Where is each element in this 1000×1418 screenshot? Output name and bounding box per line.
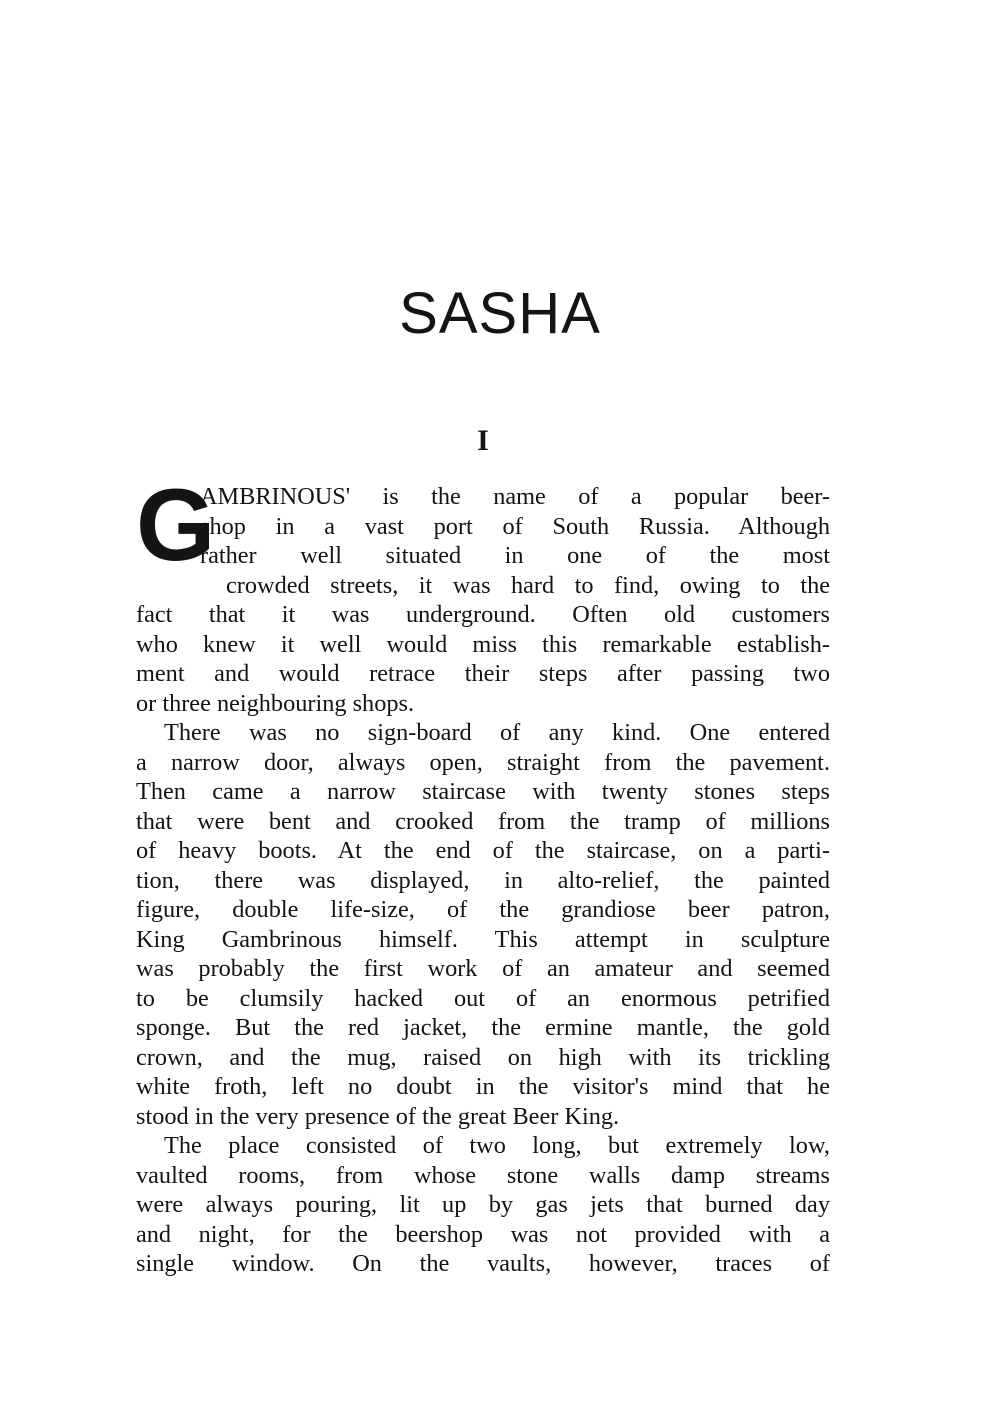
chapter-title: SASHA [399, 281, 601, 346]
paragraph-line: The place consisted of two long, but extremely low, [164, 1132, 830, 1159]
paragraph-line: that were bent and crooked from the tramp of millions [136, 807, 830, 835]
paragraph-line: figure, double life-size, of the grandiose beer patron, [136, 896, 830, 923]
section-number: I [477, 424, 489, 457]
paragraph-line: King Gambrinous himself. This attempt in sculpture [136, 925, 830, 953]
paragraph-line: or three neighbouring shops. [136, 689, 415, 717]
paragraph-line: tion, there was displayed, in alto-relief, the painted [136, 866, 830, 894]
paragraph-line: sponge. But the red jacket, the ermine mantle, the gold [136, 1014, 830, 1041]
paragraph-line: AMBRINOUS' is the name of a popular beer- [200, 483, 830, 510]
paragraph-line: single window. On the vaults, however, traces of [136, 1250, 830, 1277]
paragraph-line: a narrow door, always open, straight from the pavement. [136, 748, 830, 776]
paragraph-line: rather well situated in one of the most [200, 542, 830, 569]
paragraph-line: to be clumsily hacked out of an enormous petrified [136, 984, 830, 1012]
paragraph-line: was probably the first work of an amateur and seemed [136, 955, 830, 982]
paragraph-line: of heavy boots. At the end of the staircase, on a parti- [136, 837, 830, 864]
paragraph-line: Then came a narrow staircase with twenty stones steps [136, 778, 830, 805]
paragraph-line: white froth, left no doubt in the visitor's mind that he [136, 1073, 830, 1100]
paragraph-line: vaulted rooms, from whose stone walls damp streams [136, 1161, 830, 1189]
paragraph-line: were always pouring, lit up by gas jets that burned day [136, 1191, 830, 1218]
paragraph-line: and night, for the beershop was not provided with a [136, 1220, 830, 1248]
paragraph-line: shop in a vast port of South Russia. Although [200, 512, 830, 540]
paragraph-line: There was no sign-board of any kind. One entered [164, 719, 830, 746]
drop-cap: G [136, 468, 216, 582]
paragraph-3 [136, 1131, 830, 1279]
paragraph-2 [136, 718, 830, 1131]
paragraph-1 [136, 482, 830, 718]
paragraph-line: crown, and the mug, raised on high with its trickling [136, 1043, 830, 1071]
paragraph-line: ment and would retrace their steps after passing two [136, 660, 830, 687]
paragraph-line: fact that it was underground. Often old customers [136, 601, 830, 628]
paragraph-line: who knew it well would miss this remarkable establish- [136, 630, 830, 658]
paragraph-line: stood in the very presence of the great Beer King. [136, 1102, 620, 1130]
paragraph-line: crowded streets, it was hard to find, owing to the [226, 571, 830, 599]
